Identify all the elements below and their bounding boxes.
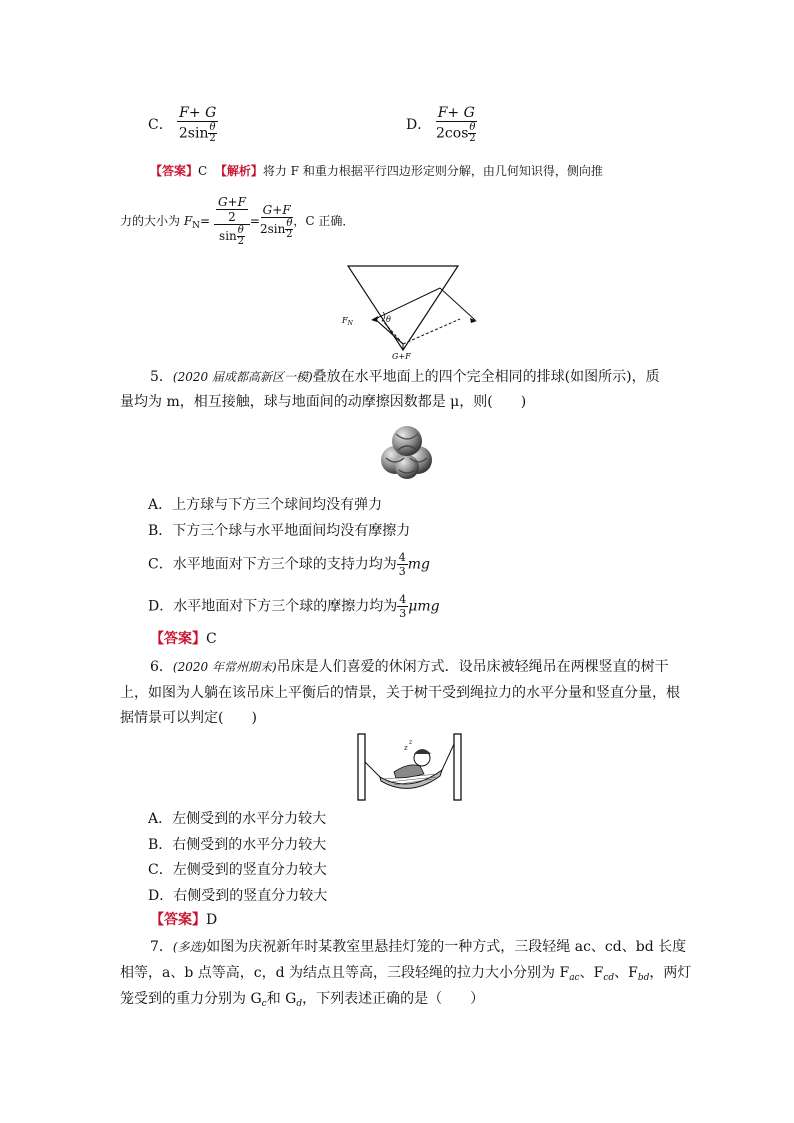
q6-option-c: C．左侧受到的竖直分力较大	[148, 862, 327, 878]
left-rope	[365, 762, 380, 777]
q6-option-a: A．左侧受到的水平分力较大	[148, 811, 327, 827]
q4-answer-line: 【答案】C 【解析】将力 F 和重力根据平行四边形定则分解，由几何知识得，侧向推	[150, 164, 603, 178]
person-body	[394, 765, 424, 778]
gf-label: G+F	[392, 352, 411, 361]
left-tree-trunk	[358, 734, 365, 800]
stacked-volleyballs-image	[380, 424, 434, 480]
q5-stem-line2: 量均为 m，相互接触，球与地面间的动摩擦因数都是 μ，则( )	[120, 394, 527, 410]
right-rope	[442, 744, 454, 770]
q6-stem-line2: 上，如图为人躺在该吊床上平衡后的情景，关于树干受到绳拉力的水平分量和竖直分量，根	[120, 685, 680, 701]
q4-formula-line: 力的大小为 $F_N=$ $\frac{G+F}{2}$ sin $\frac{\theta}{2}$ = G+F 2sin $\frac{\theta}{2}$ ，C 正确．	[120, 195, 355, 247]
q7-stem-line3: 笼受到的重力分别为 $G_c$和 $G_d$，下列表述正确的是（ ）	[120, 991, 485, 1009]
q7-stem-line2: 相等，a、b 点等高，c，d 为结点且等高，三段轻绳的拉力大小分别为 $F_{ac}$、$F_{cd}$、$F_{bd}$，两灯	[120, 965, 692, 983]
svg-text:z: z	[404, 744, 408, 752]
theta-label: θ	[386, 315, 391, 324]
q6-option-d: D．右侧受到的竖直分力较大	[148, 888, 328, 904]
q6-option-b: B．右侧受到的水平分力较大	[148, 837, 327, 853]
fn-label: $F_N$	[342, 316, 353, 327]
arrowhead	[371, 316, 378, 322]
ball	[395, 455, 419, 479]
hammock-image	[354, 732, 466, 802]
q5-option-b: B．下方三个球与水平地面间均没有摩擦力	[148, 523, 411, 539]
q5-option-d: D．水平地面对下方三个球的摩擦力均为 $\frac{4}{3}$ μmg	[148, 593, 440, 620]
force-decomposition-diagram	[340, 262, 490, 362]
q6-stem-line3: 据情景可以判定( )	[120, 710, 257, 726]
dashed-line	[403, 319, 460, 344]
q6-answer: 【答案】D	[150, 912, 218, 928]
option-d: D． F+ G 2cos $\frac{\theta}{2}$	[406, 105, 476, 144]
svg-text:z: z	[409, 739, 413, 746]
q5-option-c: C．水平地面对下方三个球的支持力均为 $\frac{4}{3}$ mg	[148, 551, 430, 578]
force-arrow-right	[440, 288, 475, 320]
q6-stem-line1: 6．(2020 年常州期末)吊床是人们喜爱的休闲方式．设吊床被轻绳吊在两棵竖直的树干	[150, 659, 669, 675]
q5-answer: 【答案】C	[150, 631, 217, 647]
person-hair	[414, 749, 431, 754]
option-c: C． F+ G 2sin $\frac{\theta}{2}$	[148, 105, 217, 144]
wedge-triangle	[348, 266, 458, 350]
q5-stem-line1: 5．(2020 届成都高新区一模)叠放在水平地面上的四个完全相同的排球(如图所示)，质	[150, 369, 660, 385]
q5-option-a: A．上方球与下方三个球间均没有弹力	[148, 497, 383, 513]
q7-stem-line1: 7．(多选)如图为庆祝新年时某教室里悬挂灯笼的一种方式，三段轻绳 ac、cd、bd 长度	[150, 939, 687, 955]
ball	[392, 426, 422, 456]
right-tree-trunk	[454, 734, 461, 800]
